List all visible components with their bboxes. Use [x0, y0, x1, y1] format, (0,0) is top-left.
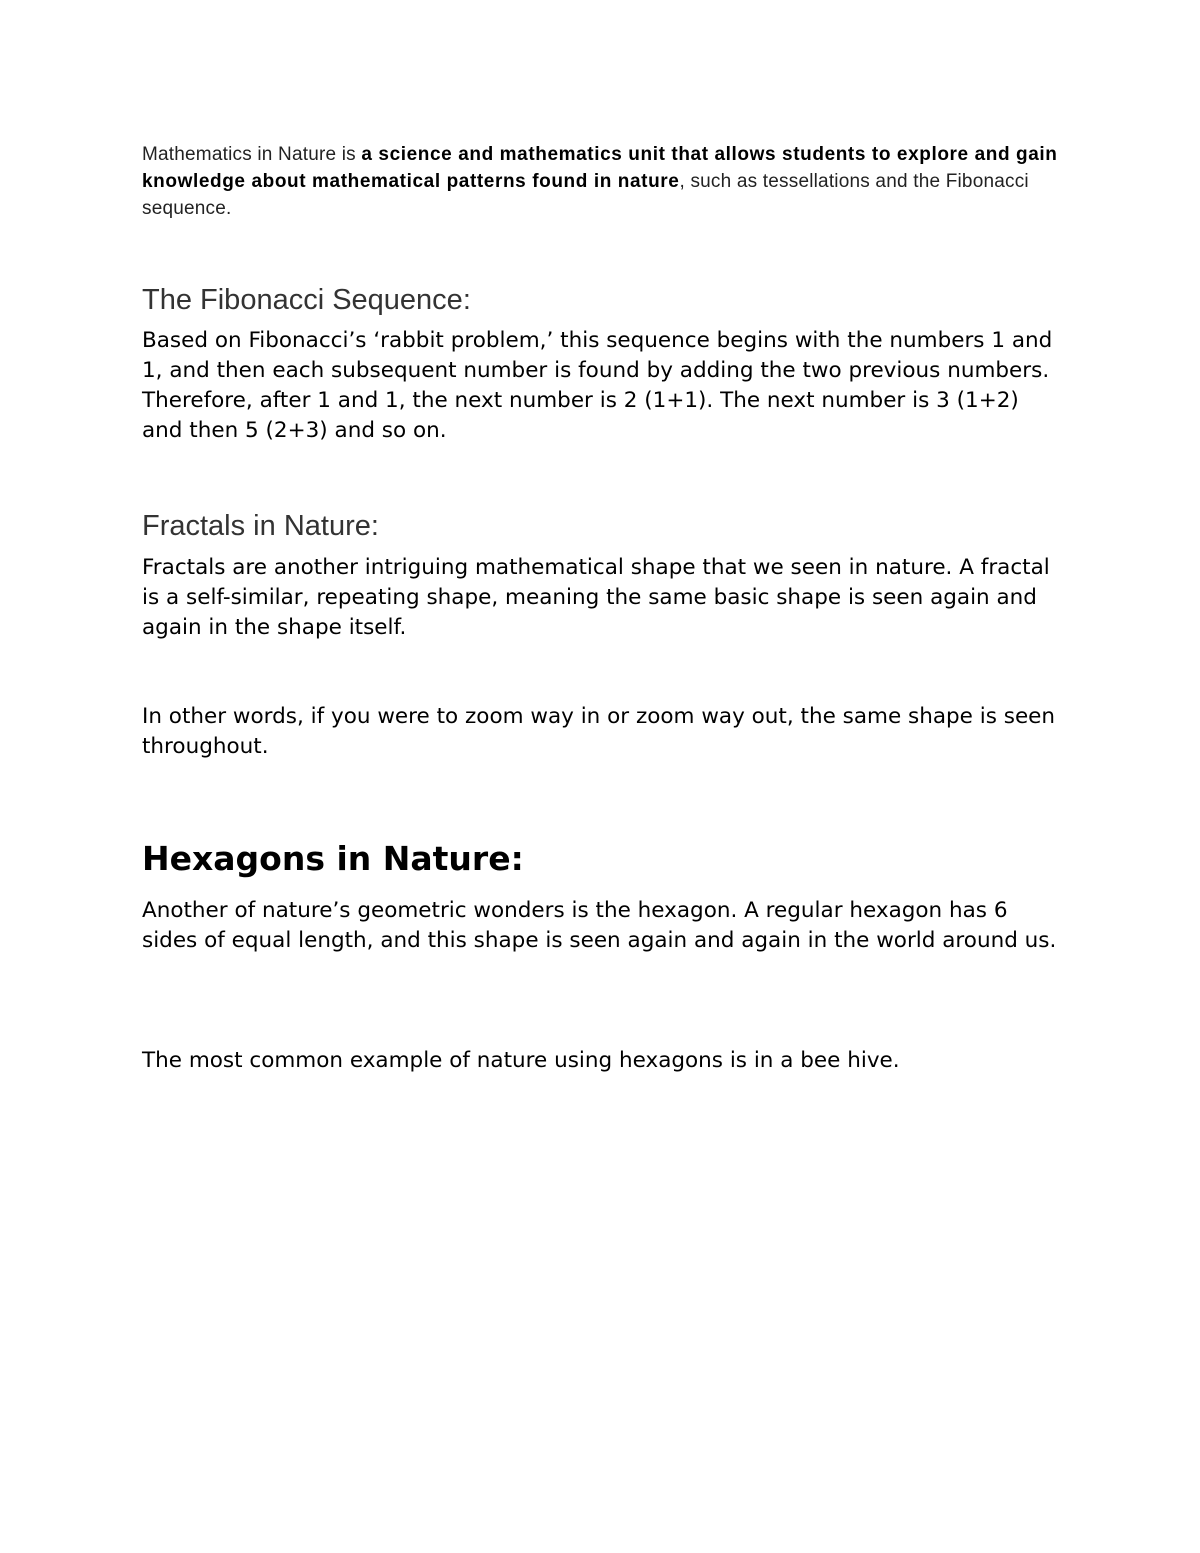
fractals-paragraph-2: In other words, if you were to zoom way in or zoom way out, the same shape is seen throughout. — [142, 704, 1056, 759]
intro-text-start: Mathematics in Nature is — [142, 144, 362, 165]
hexagons-paragraph-1: Another of nature’s geometric wonders is the hexagon. A regular hexagon has 6 sides of equal length, and this shape is seen again and again in the world around us. — [142, 898, 1057, 953]
fractals-paragraph-1: Fractals are another intriguing mathematical shape that we seen in nature. A fractal is a self-similar, repeating shape, meaning the same basic shape is seen again and again in the shape itself. — [142, 555, 1050, 640]
intro-bold-text: a science and mathematics unit that allows students to explore and gain knowledge about mathematical patterns found in nature — [142, 144, 1058, 192]
fractals-heading: Fractals in Nature: — [142, 510, 379, 542]
hexagons-paragraph-2: The most common example of nature using hexagons is in a bee hive. — [142, 1048, 900, 1073]
hexagons-heading: Hexagons in Nature: — [142, 839, 524, 878]
intro-paragraph — [142, 141, 1062, 222]
fibonacci-paragraph: Based on Fibonacci’s ‘rabbit problem,’ this sequence begins with the numbers 1 and 1, and then each subsequent number is found by adding the two previous numbers. Therefore, after 1 and 1, the next number is 2 (1+1). The next number is 3 (1+2) and then 5 (2+3) and so on. — [142, 328, 1053, 443]
fibonacci-heading: The Fibonacci Sequence: — [142, 284, 471, 316]
intro-text-end: , such as tessellations and the Fibonacci sequence. — [142, 171, 1029, 219]
